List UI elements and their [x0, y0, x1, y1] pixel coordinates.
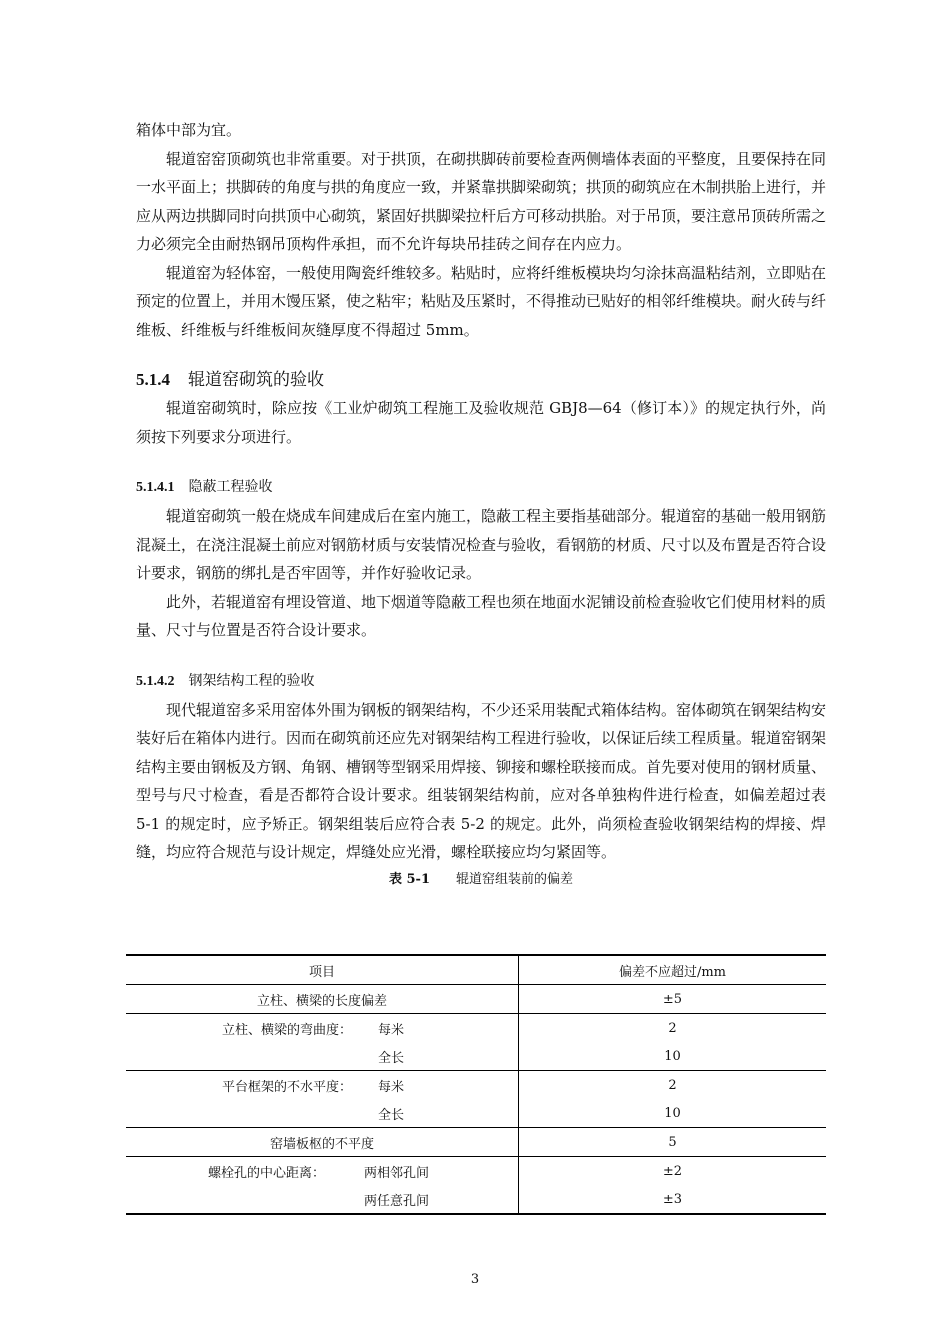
section-number: 5.1.4.1 — [136, 480, 175, 495]
row-value: 10 — [664, 1048, 681, 1064]
row-label — [126, 1157, 519, 1186]
row-sublabel: 全长 — [378, 1107, 405, 1123]
section-number: 5.1.4 — [136, 370, 170, 389]
table-header-row — [126, 955, 826, 985]
paragraph: 辊道窑窑顶砌筑也非常重要。对于拱顶，在砌拱脚砖前要检查两侧墙体表面的平整度，且要保持在同一水平面上；拱脚砖的角度与拱的角度应一致，并紧靠拱脚梁砌筑；拱顶的砌筑应在木制拱胎上进行，并应从两边拱脚同时向拱顶中心砌筑，紧固好拱脚梁拉杆后方可移动拱胎。对于吊顶，要注意吊顶砖所需之力必须完全由耐热钢吊顶构件承担，而不允许每块吊挂砖之间存在内应力。 — [136, 149, 827, 253]
table-row — [126, 1185, 826, 1214]
document-body — [136, 116, 826, 891]
deviation-table — [126, 954, 826, 1215]
row-label — [126, 1099, 519, 1128]
section-heading-5-1-4 — [136, 366, 826, 394]
row-sublabel: 两相邻孔间 — [364, 1165, 430, 1181]
row-label-text: 立柱、横梁的弯曲度： — [222, 1022, 353, 1038]
table-title: 辊道窑组装前的偏差 — [456, 871, 574, 887]
row-value: ±5 — [662, 991, 683, 1007]
paragraph: 此外，若辊道窑有埋设管道、地下烟道等隐蔽工程也须在地面水泥铺设前检查验收它们使用材料的质量、尺寸与位置是否符合设计要求。 — [136, 592, 827, 639]
section-number: 5.1.4.2 — [136, 673, 175, 689]
row-value: ±3 — [662, 1191, 683, 1207]
row-label-text: 平台框架的不水平度： — [222, 1079, 353, 1095]
table-row — [126, 1071, 826, 1100]
table-row — [126, 1128, 826, 1157]
section-heading-5-1-4-2 — [136, 667, 826, 696]
paragraph: 辊道窑砌筑时，除应按《工业炉砌筑工程施工及验收规范 GBJ8—64（修订本）》的规定执行外，尚须按下列要求分项进行。 — [136, 399, 826, 446]
row-label — [126, 1185, 519, 1214]
paragraph: 现代辊道窑多采用窑体外围为钢板的钢架结构，不少还采用装配式箱体结构。窑体砌筑在钢架结构安装好后在箱体内进行。因而在砌筑前还应先对钢架结构工程进行验收，以保证后续工程质量。辊道窑钢架结构主要由钢板及方钢、角钢、槽钢等型钢采用焊接、铆接和螺栓联接而成。首先要对使用的钢材质量、型号与尺寸检查，看是否都符合设计要求。组装钢架结构前，应对各单独构件进行检查，如偏差超过表 5-1 的规定时，应予矫正。钢架组装后应符合表 5-2 的规定。此外，尚须检查验收钢架结构的焊接、焊缝，均应符合规范与设计规定，焊缝处应光滑，螺栓联接应均匀紧固等。 — [136, 700, 827, 861]
row-value: 5 — [668, 1134, 677, 1150]
row-value: 10 — [664, 1105, 681, 1121]
row-value: 2 — [668, 1077, 677, 1093]
row-label — [126, 1071, 519, 1100]
table-row — [126, 1014, 826, 1043]
row-label — [126, 1042, 519, 1071]
row-sublabel: 两任意孔间 — [364, 1193, 430, 1209]
table-number: 表 5-1 — [388, 871, 430, 887]
section-heading-5-1-4-1 — [136, 473, 826, 502]
row-sublabel: 全长 — [378, 1050, 405, 1066]
row-sublabel: 每米 — [378, 1022, 405, 1038]
header-item: 项目 — [126, 955, 519, 985]
paragraph: 辊道窑砌筑一般在烧成车间建成后在室内施工，隐蔽工程主要指基础部分。辊道窑的基础一般用钢筋混凝土，在浇注混凝土前应对钢筋材质与安装情况检查与验收，看钢筋的材质、尺寸以及布置是否符合设计要求，钢筋的绑扎是否牢固等，并作好验收记录。 — [136, 507, 827, 582]
row-value: 2 — [668, 1020, 677, 1036]
table-row — [126, 985, 826, 1014]
section-title: 钢架结构工程的验收 — [188, 672, 315, 689]
row-label-text: 螺栓孔的中心距离： — [208, 1165, 326, 1181]
table-row — [126, 1099, 826, 1128]
header-deviation: 偏差不应超过/mm — [618, 964, 727, 980]
paragraph: 辊道窑为轻体窑，一般使用陶瓷纤维较多。粘贴时，应将纤维板模块均匀涂抹高温粘结剂，立即贴在预定的位置上，并用木馒压紧，使之粘牢；粘贴及压紧时，不得推动已贴好的相邻纤维模块。耐火砖与纤维板、纤维板与纤维板间灰缝厚度不得超过 5mm。 — [136, 263, 827, 339]
row-label: 立柱、横梁的长度偏差 — [126, 985, 519, 1014]
section-title: 辊道窑砌筑的验收 — [188, 370, 324, 390]
table-caption — [136, 869, 826, 891]
row-label — [126, 1014, 519, 1043]
paragraph: 箱体中部为宜。 — [136, 121, 242, 139]
row-label: 窑墙板枢的不平度 — [126, 1128, 519, 1157]
section-title: 隐蔽工程验收 — [188, 479, 273, 495]
row-sublabel: 每米 — [378, 1079, 405, 1095]
table-row — [126, 1157, 826, 1186]
table-row — [126, 1042, 826, 1071]
row-value: ±2 — [662, 1163, 683, 1179]
page-number: 3 — [470, 1272, 480, 1287]
